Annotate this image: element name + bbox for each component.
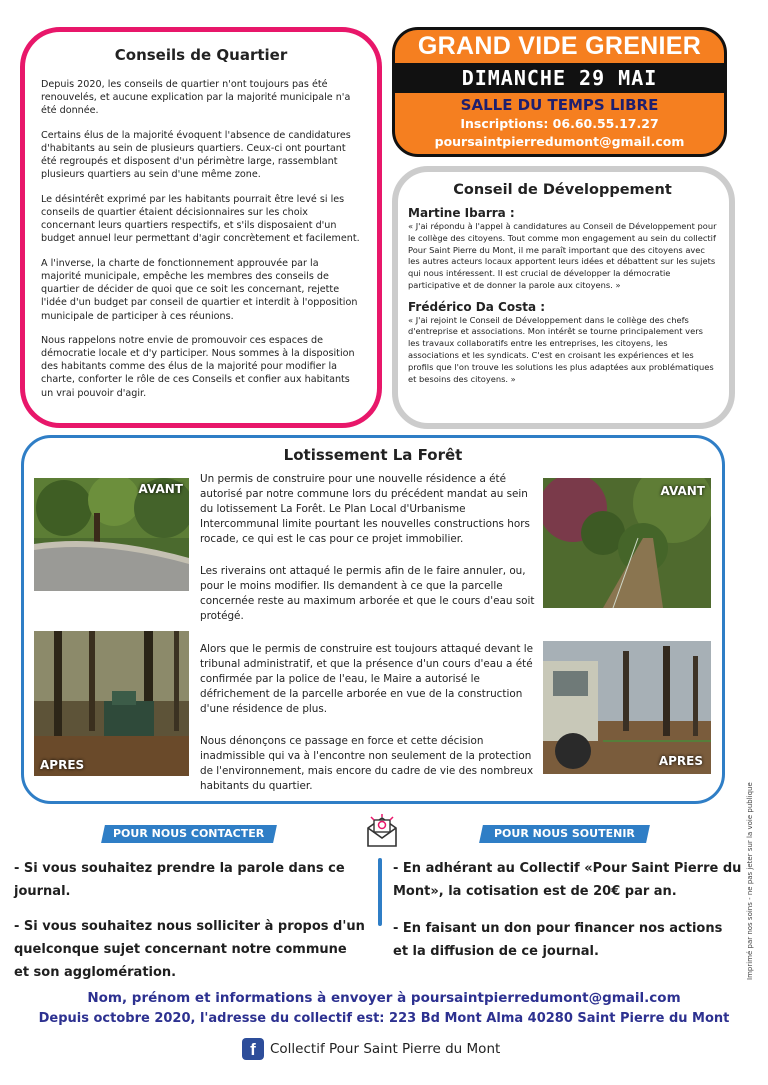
tab-contact (101, 825, 277, 843)
conseils-quartier-box (20, 27, 382, 428)
photo-after-right (543, 641, 711, 774)
photo-after-left (34, 631, 189, 776)
quartier-paragraph: Le désintérêt exprimé par les habitants pourrait être levé si les conseils de quartier étaient décisionnaires sur les choix concernant leurs quartiers respectifs, et s'ils disposaient d'un budget annuel leur permettant d'agir concrètement et facilement. (41, 193, 360, 245)
label-avant: AVANT (660, 484, 705, 498)
quartier-paragraph: Depuis 2020, les conseils de quartier n'ont toujours pas été renouvelés, et aucune explication par la majorité municipale n'a été donnée. (41, 79, 351, 117)
footer-line-1: Nom, prénom et informations à envoyer à poursaintpierredumont@gmail.com (87, 990, 681, 1006)
conseil-developpement-title: Conseil de Développement (453, 182, 672, 198)
facebook-label: Collectif Pour Saint Pierre du Mont (270, 1041, 501, 1057)
lotissement-paragraph: Nous dénonçons ce passage en force et cette décision inadmissible qui va à l'encontre non seulement de la protection de l'environnement, mais encore du cadre de vie des nombreux habitants du quartier. (200, 735, 534, 793)
contact-item: - Si vous souhaitez prendre la parole dans ce journal. (14, 861, 345, 899)
support-item: - En adhérant au Collectif «Pour Saint Pierre du Mont», la cotisation est de 20€ par an. (393, 861, 742, 899)
photo-before-left (34, 478, 189, 591)
vide-grenier-date: DIMANCHE 29 MAI (395, 63, 724, 93)
quartier-paragraph: A l'inverse, la charte de fonctionnement approuvée par la majorité municipale, empêche les membres des conseils de quartier de décider de quoi que ce soit les concernant, rejette l'idée d'un budget par conseil de quartier et interdit à l'opposition municipale de participer à ces réunions. (41, 257, 358, 322)
print-note (746, 770, 758, 980)
vide-grenier-phone: Inscriptions: 06.60.55.17.27 (460, 116, 659, 131)
photo-before-right (543, 478, 711, 608)
mail-icon (364, 814, 400, 848)
quartier-paragraph: Nous rappelons notre envie de promouvoir ces espaces de démocratie locale et d'y participer. Nous sommes à la disposition des habitants comme des élus de la majorité pour modifier la charte, conforter le rôle de ces Conseils et confier aux habitants un vrai pouvoir d'agir. (41, 334, 355, 399)
footer-line-2: Depuis octobre 2020, l'adresse du collectif est: 223 Bd Mont Alma 40280 Saint Pierre du Mont (38, 1011, 730, 1026)
lotissement-paragraph: Alors que le permis de construire est toujours attaqué devant le tribunal administratif, et que la présence d'un cours d'eau a été confirmée par la police de l'eau, le Maire a autorisé le défrichement de la parcelle arborée en vue de la construction d'une résidence de plus. (200, 643, 534, 716)
conseils-quartier-title: Conseils de Quartier (114, 46, 288, 64)
support-item: - En faisant un don pour financer nos actions et la diffusion de ce journal. (393, 921, 723, 959)
quartier-paragraph: Certains élus de la majorité évoquent l'absence de candidatures d'habitants au sein de plusieurs quartiers. Ceux-ci ont pourtant été regroupés et disposent d'un périmètre large, rassemblant plusieurs quartiers au sein d'une même zone. (41, 129, 351, 181)
conseil-developpement-box (392, 166, 735, 429)
lotissement-paragraph: Un permis de construire pour une nouvelle résidence a été autorisé par notre commune lors du précédent mandat au sein du lotissement La Forêt. Le Plan Local d'Urbanisme Intercommunal limite pourtant les nouvelles constructions hors rocade, ce qui est le cas pour ce projet immobilier. (200, 473, 530, 546)
tab-support-label: POUR NOUS SOUTENIR (494, 827, 635, 840)
facebook-icon: f (242, 1038, 264, 1060)
facebook-link[interactable] (242, 1036, 500, 1062)
person-name: Frédérico Da Costa : (408, 299, 546, 314)
divider-line (378, 858, 382, 926)
person-quote: « J'ai rejoint le Conseil de Développement dans le collège des chefs d'entreprise et associations. Mon intérêt se tourne principalement vers les travaux collaboratifs entre les entreprises, les citoyens, les associations et les syndicats. C'est en croisant les expériences et les profils que l'on trouve les solutions les plus adaptées aux problématiques et besoins des citoyens. » (408, 314, 714, 384)
vide-grenier-banner (392, 27, 727, 157)
contact-item: - Si vous souhaitez nous solliciter à propos d'un quelconque sujet concernant notre commune et son agglomération. (14, 919, 365, 980)
print-note-text: Imprimé par nos soins - ne pas jeter sur la voie publique (746, 782, 754, 980)
label-apres: APRES (658, 754, 703, 768)
vide-grenier-place: SALLE DU TEMPS LIBRE (460, 96, 659, 114)
person-name: Martine Ibarra : (408, 206, 515, 220)
person-quote: « J'ai répondu à l'appel à candidatures au Conseil de Développement pour le collège des citoyens. Tout comme mon engagement au sein du collectif Pour Saint Pierre du Mont, il me paraît important que des citoyens avec les autres acteurs locaux apportent leurs idées et débattent sur les sujets qui nous intéressent. Il est crucial de développer la démocratie participative et de donner la parole aux citoyens. » (408, 221, 717, 290)
lotissement-title: Lotissement La Forêt (283, 446, 463, 464)
lotissement-box (21, 435, 725, 804)
label-avant: AVANT (138, 482, 183, 496)
label-apres: APRES (40, 758, 85, 772)
vide-grenier-email[interactable]: poursaintpierredumont@gmail.com (434, 134, 685, 150)
vide-grenier-title: GRAND VIDE GRENIER (417, 32, 702, 60)
tab-contact-label: POUR NOUS CONTACTER (113, 827, 265, 840)
tab-support (479, 825, 650, 843)
lotissement-paragraph: Les riverains ont attaqué le permis afin de le faire annuler, ou, pour le moins modifier. Ils demandent à ce que la parcelle concernée reste au maximum arborée et que le cours d'eau soit protégé. (200, 565, 535, 623)
